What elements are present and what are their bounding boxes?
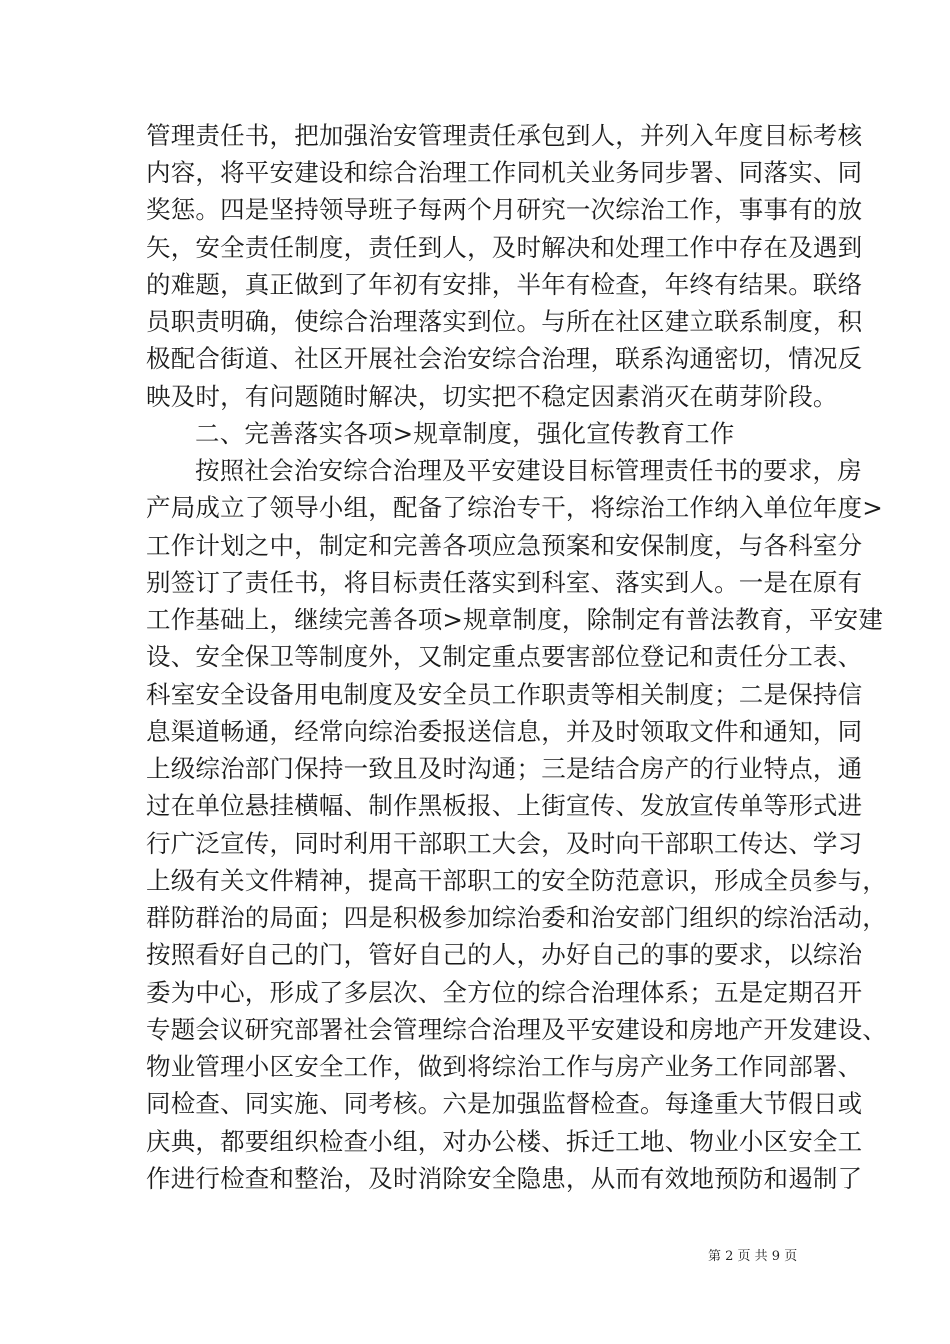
body-text-line: 管理责任书，把加强治安管理责任承包到人，并列入年度目标考核 [146, 121, 863, 150]
section-heading: 二、完善落实各项>规章制度，强化宣传教育工作 [195, 419, 735, 448]
body-text-line: 作进行检查和整治，及时消除安全隐患，从而有效地预防和遏制了 [146, 1164, 863, 1193]
page-number-footer: 第 2 页 共 9 页 [708, 1249, 798, 1264]
body-text-line: 物业管理小区安全工作，做到将综治工作与房产业务工作同部署、 [146, 1052, 863, 1081]
body-text-line: 员职责明确，使综合治理落实到位。与所在社区建立联系制度，积 [146, 307, 863, 336]
body-text-line: 息渠道畅通，经常向综治委报送信息，并及时领取文件和通知，同 [146, 717, 863, 746]
body-text-line: 科室安全设备用电制度及安全员工作职责等相关制度；二是保持信 [146, 680, 863, 709]
body-text-line: 按照看好自己的门，管好自己的人，办好自己的事的要求，以综治 [146, 940, 863, 969]
body-text-line: 产局成立了领导小组，配备了综治专干，将综治工作纳入单位年度> [146, 493, 884, 522]
body-text-line: 矢，安全责任制度，责任到人，及时解决和处理工作中存在及遇到 [146, 233, 863, 262]
body-text-line: 庆典，都要组织检查小组，对办公楼、拆迁工地、物业小区安全工 [146, 1127, 863, 1156]
body-text-line: 过在单位悬挂横幅、制作黑板报、上街宣传、发放宣传单等形式进 [146, 791, 863, 820]
body-text-line: 映及时，有问题随时解决，切实把不稳定因素消灭在萌芽阶段。 [146, 382, 838, 411]
body-text-line: 上级综治部门保持一致且及时沟通；三是结合房产的行业特点，通 [146, 754, 863, 783]
body-text-line: 别签订了责任书，将目标责任落实到科室、落实到人。一是在原有 [146, 568, 863, 597]
body-text-line: 极配合街道、社区开展社会治安综合治理，联系沟通密切，情况反 [146, 344, 863, 373]
body-text-line: 设、安全保卫等制度外，又制定重点要害部位登记和责任分工表、 [146, 642, 863, 671]
body-text-line: 按照社会治安综合治理及平安建设目标管理责任书的要求，房 [195, 456, 862, 485]
body-text-line: 内容，将平安建设和综合治理工作同机关业务同步署、同落实、同 [146, 158, 863, 187]
body-text-line: 委为中心，形成了多层次、全方位的综合治理体系；五是定期召开 [146, 978, 863, 1007]
body-text-line: 的难题，真正做到了年初有安排，半年有检查，年终有结果。联络 [146, 270, 863, 299]
body-text-line: 工作计划之中，制定和完善各项应急预案和安保制度，与各科室分 [146, 531, 863, 560]
body-text-line: 奖惩。四是坚持领导班子每两个月研究一次综治工作，事事有的放 [146, 195, 863, 224]
body-text-line: 群防群治的局面；四是积极参加综治委和治安部门组织的综治活动， [146, 903, 887, 932]
body-text-line: 工作基础上，继续完善各项>规章制度，除制定有普法教育，平安建 [146, 605, 884, 634]
body-text-line: 行广泛宣传，同时利用干部职工大会，及时向干部职工传达、学习 [146, 829, 863, 858]
body-text-line: 上级有关文件精神，提高干部职工的安全防范意识，形成全员参与， [146, 866, 887, 895]
body-text-line: 专题会议研究部署社会管理综合治理及平安建设和房地产开发建设、 [146, 1015, 887, 1044]
body-text-line: 同检查、同实施、同考核。六是加强监督检查。每逢重大节假日或 [146, 1089, 863, 1118]
